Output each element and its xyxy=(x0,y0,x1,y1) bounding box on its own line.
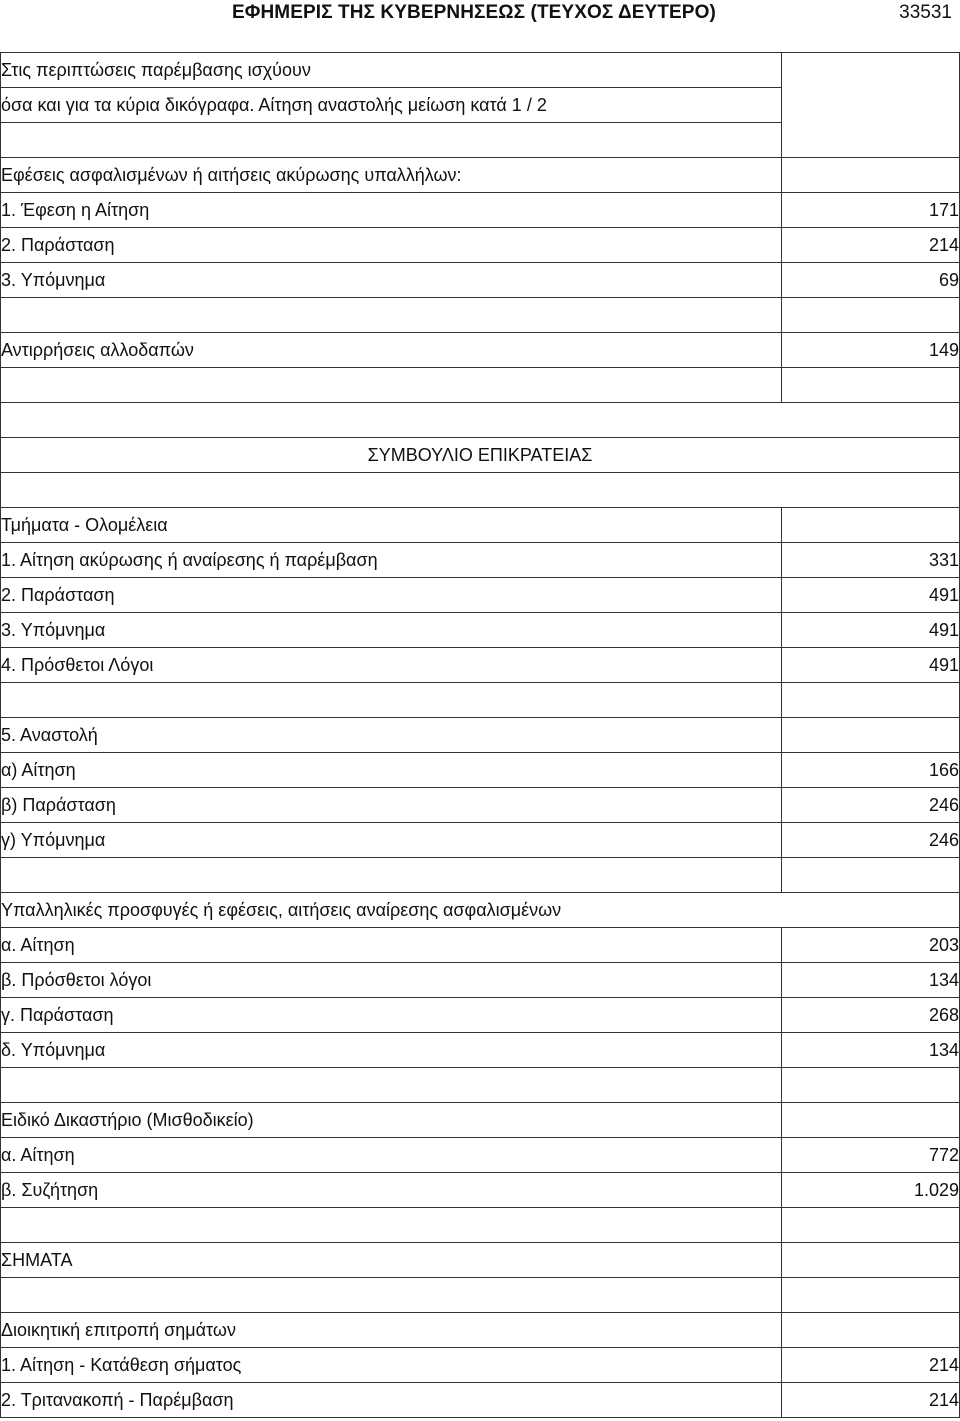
row-label: Υπαλληλικές προσφυγές ή εφέσεις, αιτήσεις αναίρεσης ασφαλισμένων xyxy=(1,893,960,928)
row-value: 214 xyxy=(782,1348,960,1383)
table-row xyxy=(1,1313,960,1348)
table-row xyxy=(1,193,960,228)
row-label: 2. Παράσταση xyxy=(1,578,782,613)
empty-value-cell xyxy=(782,1103,960,1138)
row-value: 166 xyxy=(782,753,960,788)
table-row xyxy=(1,53,960,88)
table-row xyxy=(1,1278,960,1313)
table-row xyxy=(1,1138,960,1173)
empty-value-cell xyxy=(782,1313,960,1348)
row-label: α. Αίτηση xyxy=(1,928,782,963)
row-label: Τμήματα - Ολομέλεια xyxy=(1,508,782,543)
empty-value-cell xyxy=(782,368,960,403)
row-value: 149 xyxy=(782,333,960,368)
table-row xyxy=(1,893,960,928)
empty-value-cell xyxy=(782,1278,960,1313)
row-value: 246 xyxy=(782,788,960,823)
page-header xyxy=(0,0,960,24)
row-label: Στις περιπτώσεις παρέμβασης ισχύουν xyxy=(1,53,782,88)
row-label: γ. Παράσταση xyxy=(1,998,782,1033)
empty-row-cell xyxy=(1,368,782,403)
row-label: 3. Υπόμνημα xyxy=(1,613,782,648)
table-row xyxy=(1,543,960,578)
section-heading-row xyxy=(1,438,960,473)
row-value: 268 xyxy=(782,998,960,1033)
empty-value-cell xyxy=(782,1208,960,1243)
table-row xyxy=(1,823,960,858)
table-row xyxy=(1,158,960,193)
table-row xyxy=(1,1348,960,1383)
row-value: 331 xyxy=(782,543,960,578)
table-row xyxy=(1,683,960,718)
table-row xyxy=(1,788,960,823)
row-label: Διοικητική επιτροπή σημάτων xyxy=(1,1313,782,1348)
table-row xyxy=(1,1243,960,1278)
table-row xyxy=(1,578,960,613)
empty-value-cell xyxy=(782,158,960,193)
row-label: όσα και για τα κύρια δικόγραφα. Αίτηση αναστολής μείωση κατά 1 / 2 xyxy=(1,88,782,123)
row-label: β) Παράσταση xyxy=(1,788,782,823)
empty-value-cell xyxy=(782,1068,960,1103)
row-value: 772 xyxy=(782,1138,960,1173)
row-label: 3. Υπόμνημα xyxy=(1,263,782,298)
table-row xyxy=(1,963,960,998)
row-value: 491 xyxy=(782,648,960,683)
row-label: α. Αίτηση xyxy=(1,1138,782,1173)
table-row xyxy=(1,298,960,333)
table-row xyxy=(1,403,960,438)
row-label: α) Αίτηση xyxy=(1,753,782,788)
row-label: ΣΗΜΑΤΑ xyxy=(1,1243,782,1278)
empty-row-cell xyxy=(1,1278,782,1313)
page-number: 33531 xyxy=(899,2,952,23)
empty-row-cell xyxy=(1,403,960,438)
table-row xyxy=(1,753,960,788)
empty-row-cell xyxy=(1,683,782,718)
table-row xyxy=(1,613,960,648)
empty-value-cell xyxy=(782,718,960,753)
row-value: 69 xyxy=(782,263,960,298)
section-heading: ΣΥΜΒΟΥΛΙΟ ΕΠΙΚΡΑΤΕΙΑΣ xyxy=(1,438,960,473)
row-label: 4. Πρόσθετοι Λόγοι xyxy=(1,648,782,683)
row-label: β. Πρόσθετοι λόγοι xyxy=(1,963,782,998)
row-value: 214 xyxy=(782,228,960,263)
row-label: 1. Αίτηση ακύρωσης ή αναίρεσης ή παρέμβαση xyxy=(1,543,782,578)
empty-value-cell xyxy=(782,1243,960,1278)
table-row xyxy=(1,1383,960,1418)
row-label: 2. Παράσταση xyxy=(1,228,782,263)
row-label: 2. Τριτανακοπή - Παρέμβαση xyxy=(1,1383,782,1418)
empty-row-cell xyxy=(1,473,960,508)
table-row xyxy=(1,1173,960,1208)
row-label: 1. Αίτηση - Κατάθεση σήματος xyxy=(1,1348,782,1383)
row-value: 214 xyxy=(782,1383,960,1418)
empty-row-cell xyxy=(1,1208,782,1243)
row-label: Εφέσεις ασφαλισμένων ή αιτήσεις ακύρωσης υπαλλήλων: xyxy=(1,158,782,193)
empty-row-cell xyxy=(1,858,782,893)
row-value: 491 xyxy=(782,578,960,613)
table-row xyxy=(1,1208,960,1243)
row-value: 1.029 xyxy=(782,1173,960,1208)
row-value: 491 xyxy=(782,613,960,648)
empty-value-cell xyxy=(782,858,960,893)
empty-value-cell xyxy=(782,53,960,158)
row-value: 134 xyxy=(782,1033,960,1068)
row-label: β. Συζήτηση xyxy=(1,1173,782,1208)
row-value: 246 xyxy=(782,823,960,858)
gazette-title: ΕΦΗΜΕΡΙΣ ΤΗΣ ΚΥΒΕΡΝΗΣΕΩΣ (ΤΕΥΧΟΣ ΔΕΥΤΕΡΟ) xyxy=(232,2,716,23)
empty-row-cell xyxy=(1,1068,782,1103)
table-row xyxy=(1,858,960,893)
table-row xyxy=(1,928,960,963)
table-row xyxy=(1,508,960,543)
row-value: 203 xyxy=(782,928,960,963)
table-row xyxy=(1,1103,960,1138)
row-label: δ. Υπόμνημα xyxy=(1,1033,782,1068)
table-row xyxy=(1,263,960,298)
row-label: Αντιρρήσεις αλλοδαπών xyxy=(1,333,782,368)
empty-value-cell xyxy=(782,508,960,543)
row-value: 134 xyxy=(782,963,960,998)
fee-table xyxy=(0,52,960,1418)
table-row xyxy=(1,473,960,508)
table-row xyxy=(1,1033,960,1068)
row-value: 171 xyxy=(782,193,960,228)
table-row xyxy=(1,368,960,403)
table-row xyxy=(1,998,960,1033)
row-label: 1. Έφεση η Αίτηση xyxy=(1,193,782,228)
empty-value-cell xyxy=(782,683,960,718)
row-label: Ειδικό Δικαστήριο (Μισθοδικείο) xyxy=(1,1103,782,1138)
table-row xyxy=(1,333,960,368)
empty-value-cell xyxy=(782,298,960,333)
row-label: 5. Αναστολή xyxy=(1,718,782,753)
table-row xyxy=(1,1068,960,1103)
empty-row-cell xyxy=(1,123,782,158)
table-row xyxy=(1,718,960,753)
table-row xyxy=(1,648,960,683)
empty-row-cell xyxy=(1,298,782,333)
row-label: γ) Υπόμνημα xyxy=(1,823,782,858)
table-row xyxy=(1,228,960,263)
